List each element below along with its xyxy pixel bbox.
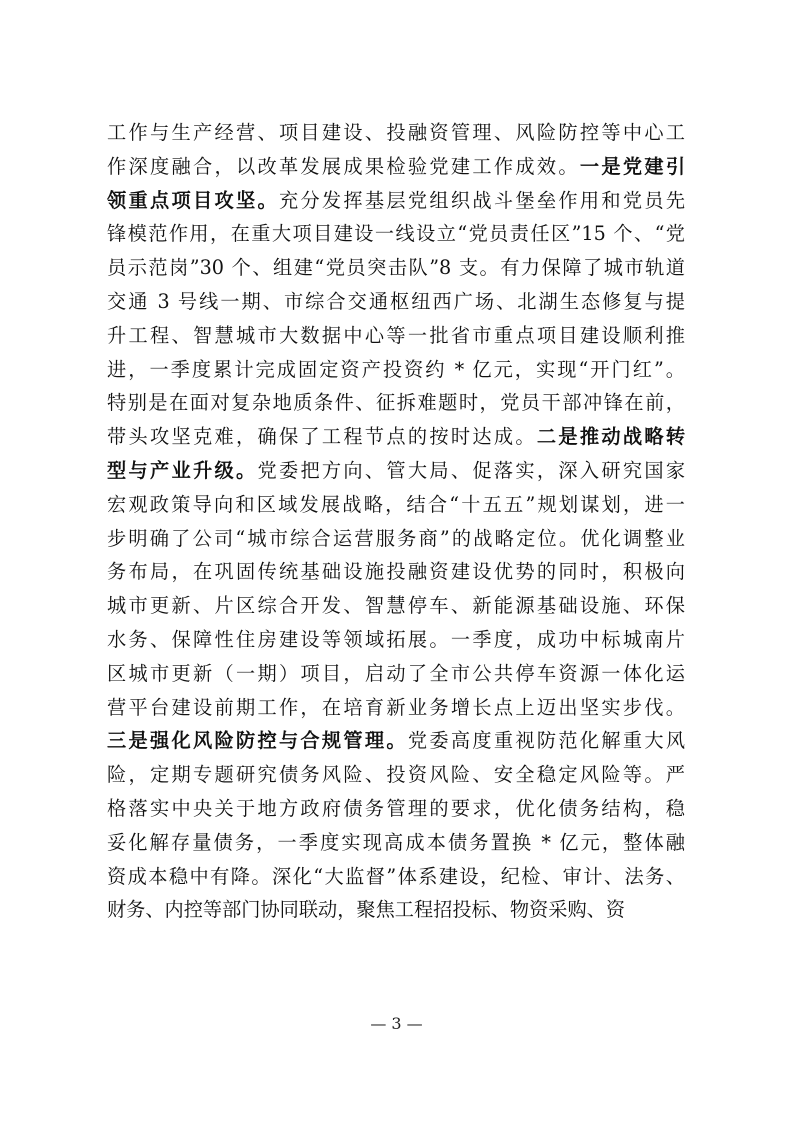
bold-heading-text: 一是党建引 (579, 154, 686, 178)
text-line (107, 826, 685, 860)
text-line (107, 150, 685, 184)
text-line (107, 285, 685, 319)
text-segment: 格落实中央关于地方政府债务管理的要求，优化债务结构，稳 (107, 796, 685, 820)
text-line (107, 555, 685, 589)
text-segment: 锋模范作用，在重大项目建设一线设立“党员责任区”15 个、“党 (107, 222, 685, 246)
text-line (107, 893, 685, 927)
text-segment: 党委把方向、管大局、促落实，深入研究国家 (257, 458, 686, 482)
text-line (107, 353, 685, 387)
text-segment: 带头攻坚克难，确保了工程节点的按时达成。 (107, 425, 537, 449)
text-line (107, 522, 685, 556)
text-line (107, 758, 685, 792)
text-segment: 升工程、智慧城市大数据中心等一批省市重点项目建设顺利推 (107, 323, 685, 347)
text-segment: 特别是在面对复杂地质条件、征拆难题时，党员干部冲锋在前， (107, 391, 685, 415)
text-segment: 城市更新、片区综合开发、智慧停车、新能源基础设施、环保 (107, 594, 685, 618)
text-line (107, 691, 685, 725)
text-line (107, 386, 685, 420)
text-segment: 财务、内控等部门协同联动，聚焦工程招投标、物资采购、资 (107, 898, 626, 922)
text-segment: 水务、保障性住房建设等领域拓展。一季度，成功中标城南片 (107, 627, 685, 651)
text-line (107, 116, 685, 150)
bold-heading-text: 领重点项目攻坚。 (107, 188, 279, 212)
text-segment: 员示范岗”30 个、组建“党员突击队”8 支。有力保障了城市轨道 (107, 256, 685, 280)
page-number: — 3 — (370, 1014, 423, 1033)
text-segment: 充分发挥基层党组织战斗堡垒作用和党员先 (278, 188, 686, 212)
text-segment: 进，一季度累计完成固定资产投资约 * 亿元，实现“开门红”。 (107, 357, 685, 381)
text-line (107, 488, 685, 522)
text-line (107, 454, 685, 488)
text-line (107, 217, 685, 251)
text-segment: 区城市更新（一期）项目，启动了全市公共停车资源一体化运 (107, 661, 685, 685)
text-line (107, 724, 685, 758)
text-segment: 资成本稳中有降。深化“大监督”体系建设，纪检、审计、法务、 (107, 864, 685, 888)
text-line (107, 184, 685, 218)
text-line (107, 860, 685, 894)
text-segment: 妥化解存量债务，一季度实现高成本债务置换 * 亿元，整体融 (107, 830, 685, 854)
bold-heading-text: 型与产业升级。 (107, 458, 258, 482)
body-text (107, 116, 685, 927)
text-segment: 工作与生产经营、项目建设、投融资管理、风险防控等中心工 (107, 121, 685, 144)
text-line (107, 420, 685, 454)
text-line (107, 657, 685, 691)
text-segment: 作深度融合，以改革发展成果检验党建工作成效。 (107, 154, 580, 178)
text-segment: 险，定期专题研究债务风险、投资风险、安全稳定风险等。严 (107, 763, 685, 787)
text-segment: 务布局，在巩固传统基础设施投融资建设优势的同时，积极向 (107, 560, 685, 584)
bold-heading-text: 二是推动战略转 (536, 425, 686, 449)
bold-heading-text: 三是强化风险防控与合规管理。 (107, 729, 408, 753)
text-segment: 宏观政策导向和区域发展战略，结合“十五五”规划谋划，进一 (107, 492, 685, 516)
text-segment: 交通 3 号线一期、市综合交通枢纽西广场、北湖生态修复与提 (107, 289, 685, 313)
text-segment: 营平台建设前期工作，在培育新业务增长点上迈出坚实步伐。 (107, 695, 685, 719)
text-line (107, 319, 685, 353)
text-line (107, 792, 685, 826)
text-line (107, 589, 685, 623)
text-segment: 党委高度重视防范化解重大风 (407, 729, 686, 753)
text-line (107, 251, 685, 285)
text-segment: 步明确了公司“城市综合运营服务商”的战略定位。优化调整业 (107, 526, 685, 550)
text-line (107, 623, 685, 657)
